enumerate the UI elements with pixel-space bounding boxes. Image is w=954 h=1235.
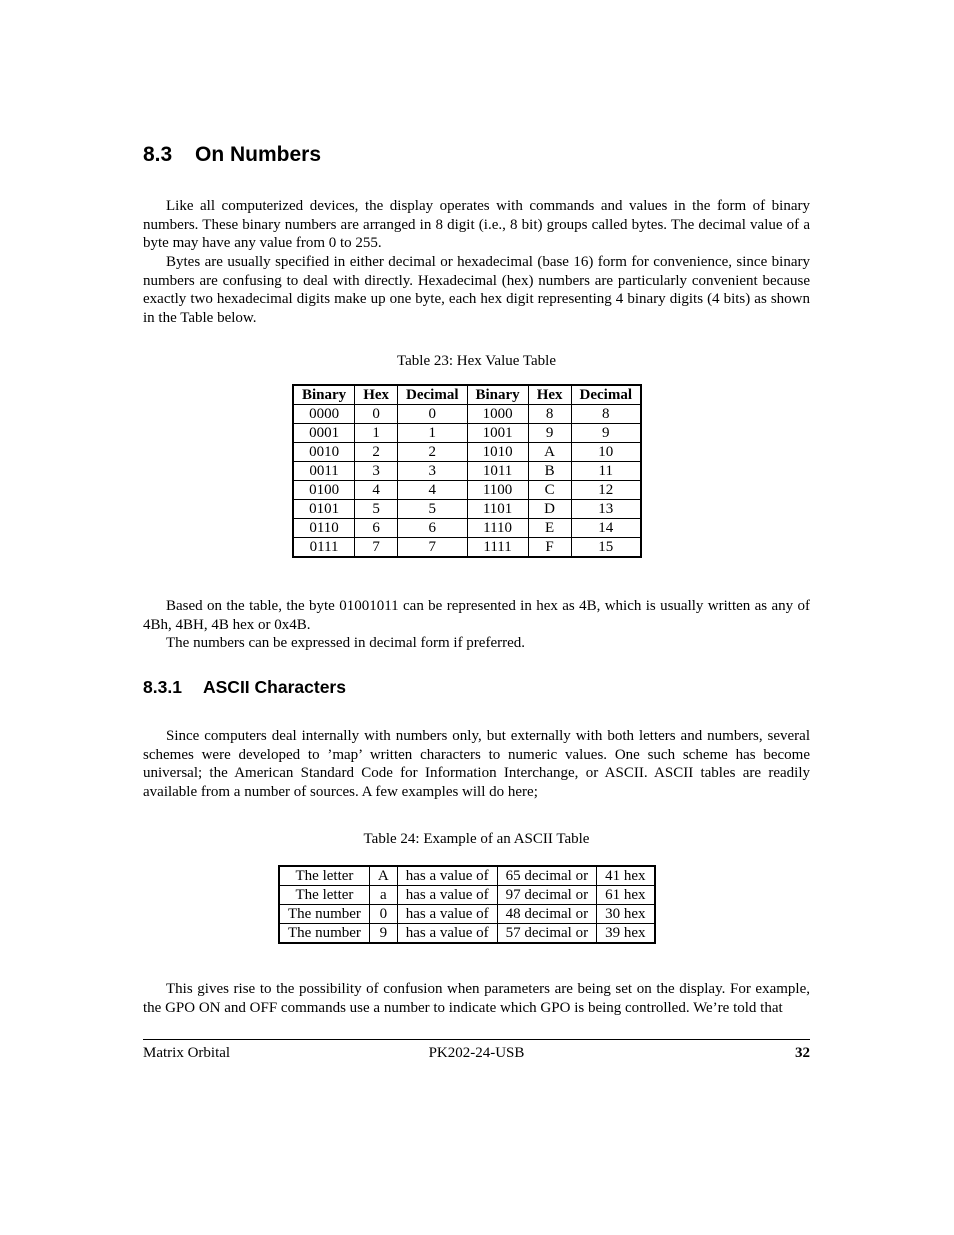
paragraph-bytes: Bytes are usually specified in either decimal or hexadecimal (base 16) form for convenience, since binary numbers are confusing to deal with directly. Hexadecimal (hex) numbers are particularly convenient because exactly two hexadecimal digits make up one byte, each hex digit representing 4 binary digits (4 bits) as shown in the Table below.: [143, 254, 810, 327]
table-cell: 0: [398, 405, 467, 424]
table-cell: 1001: [467, 424, 528, 443]
table-cell: F: [528, 538, 571, 558]
table-cell: A: [528, 443, 571, 462]
table-cell: 4: [355, 481, 398, 500]
paragraph-intro: Like all computerized devices, the display operates with commands and values in the form of binary numbers. These binary numbers are arranged in 8 digit (i.e., 8 bit) groups called bytes. The decimal value of a byte may have any value from 0 to 255.: [143, 198, 810, 252]
table-cell: 5: [398, 500, 467, 519]
table-cell: 0: [369, 905, 397, 924]
hex-table-row: [293, 500, 641, 519]
table-cell: 10: [571, 443, 641, 462]
table-cell: 4: [398, 481, 467, 500]
ascii-table-row: [279, 905, 655, 924]
paragraph-decimal-form: The numbers can be expressed in decimal form if preferred.: [166, 635, 526, 651]
table-cell: 1000: [467, 405, 528, 424]
header-decimal-2: Decimal: [571, 385, 641, 405]
ascii-table-row: [279, 886, 655, 905]
table-cell: 97 decimal or: [497, 886, 596, 905]
table-cell: 15: [571, 538, 641, 558]
table-cell: has a value of: [397, 866, 497, 886]
table-cell: C: [528, 481, 571, 500]
header-hex-1: Hex: [355, 385, 398, 405]
table-cell: 30 hex: [597, 905, 655, 924]
header-decimal-1: Decimal: [398, 385, 467, 405]
subsection-heading: [143, 677, 346, 698]
table-cell: 1101: [467, 500, 528, 519]
table-cell: 8: [571, 405, 641, 424]
hex-table-row: [293, 424, 641, 443]
ascii-table-caption: Table 24: Example of an ASCII Table: [363, 831, 590, 847]
table-cell: 0001: [293, 424, 355, 443]
table-cell: 5: [355, 500, 398, 519]
table-cell: 1111: [467, 538, 528, 558]
table-cell: 9: [528, 424, 571, 443]
hex-table-row: [293, 462, 641, 481]
table-cell: 39 hex: [597, 924, 655, 944]
paragraph-hex-example: Based on the table, the byte 01001011 can be represented in hex as 4B, which is usually written as any of 4Bh, 4BH, 4B hex or 0x4B.: [143, 598, 810, 633]
table-cell: 3: [355, 462, 398, 481]
table-cell: The number: [279, 924, 369, 944]
table-cell: 48 decimal or: [497, 905, 596, 924]
hex-value-table: [292, 384, 642, 558]
hex-table-row: [293, 405, 641, 424]
hex-table-row: [293, 481, 641, 500]
table-cell: 0011: [293, 462, 355, 481]
table-cell: 6: [355, 519, 398, 538]
table-cell: 65 decimal or: [497, 866, 596, 886]
table-cell: 0000: [293, 405, 355, 424]
header-binary-2: Binary: [467, 385, 528, 405]
table-cell: has a value of: [397, 905, 497, 924]
table-cell: 1110: [467, 519, 528, 538]
section-title: On Numbers: [195, 143, 322, 166]
footer-product: PK202-24-USB: [428, 1045, 525, 1061]
table-cell: 11: [571, 462, 641, 481]
table-cell: E: [528, 519, 571, 538]
table-cell: 7: [355, 538, 398, 558]
table-cell: B: [528, 462, 571, 481]
header-binary-1: Binary: [293, 385, 355, 405]
header-hex-2: Hex: [528, 385, 571, 405]
ascii-example-table: [278, 865, 656, 944]
table-cell: The letter: [279, 886, 369, 905]
table-cell: 0010: [293, 443, 355, 462]
table-cell: 1100: [467, 481, 528, 500]
ascii-table-row: [279, 924, 655, 944]
table-cell: has a value of: [397, 924, 497, 944]
table-cell: 61 hex: [597, 886, 655, 905]
paragraph-ascii: Since computers deal internally with numbers only, but externally with both letters and numbers, several schemes were developed to ’map’ written characters to numeric values. One such scheme has become universal; the American Standard Code for Information Interchange, or ASCII. ASCII tables are readily available from a number of sources. A few examples will do here;: [143, 728, 810, 801]
table-cell: 9: [571, 424, 641, 443]
table-cell: 0111: [293, 538, 355, 558]
hex-table-row: [293, 443, 641, 462]
table-cell: 1011: [467, 462, 528, 481]
section-number: 8.3: [143, 143, 173, 166]
table-cell: 8: [528, 405, 571, 424]
footer-company: Matrix Orbital: [143, 1045, 231, 1061]
table-cell: 7: [398, 538, 467, 558]
table-cell: a: [369, 886, 397, 905]
table-cell: 3: [398, 462, 467, 481]
table-cell: 57 decimal or: [497, 924, 596, 944]
table-cell: 1: [355, 424, 398, 443]
table-cell: A: [369, 866, 397, 886]
subsection-number: 8.3.1: [143, 677, 182, 697]
table-cell: 41 hex: [597, 866, 655, 886]
table-cell: 6: [398, 519, 467, 538]
hex-table-header-row: [293, 385, 641, 405]
table-cell: 12: [571, 481, 641, 500]
table-cell: has a value of: [397, 886, 497, 905]
paragraph-confusion: This gives rise to the possibility of confusion when parameters are being set on the display. For example, the GPO ON and OFF commands use a number to indicate which GPO is being controlled. We’re told that: [143, 981, 810, 1016]
table-cell: 2: [398, 443, 467, 462]
table-cell: 0: [355, 405, 398, 424]
table-cell: 0110: [293, 519, 355, 538]
table-cell: 2: [355, 443, 398, 462]
table-cell: 9: [369, 924, 397, 944]
table-cell: 1: [398, 424, 467, 443]
subsection-title: ASCII Characters: [203, 677, 346, 697]
ascii-table-row: [279, 866, 655, 886]
page-number: 32: [795, 1045, 810, 1061]
table-cell: The letter: [279, 866, 369, 886]
table-cell: 0101: [293, 500, 355, 519]
section-heading: [143, 143, 321, 167]
hex-table-caption: Table 23: Hex Value Table: [397, 353, 556, 369]
table-cell: 13: [571, 500, 641, 519]
table-cell: The number: [279, 905, 369, 924]
table-cell: 1010: [467, 443, 528, 462]
table-cell: D: [528, 500, 571, 519]
table-cell: 0100: [293, 481, 355, 500]
hex-table-row: [293, 538, 641, 558]
footer-rule: [143, 1039, 810, 1040]
hex-table-row: [293, 519, 641, 538]
table-cell: 14: [571, 519, 641, 538]
